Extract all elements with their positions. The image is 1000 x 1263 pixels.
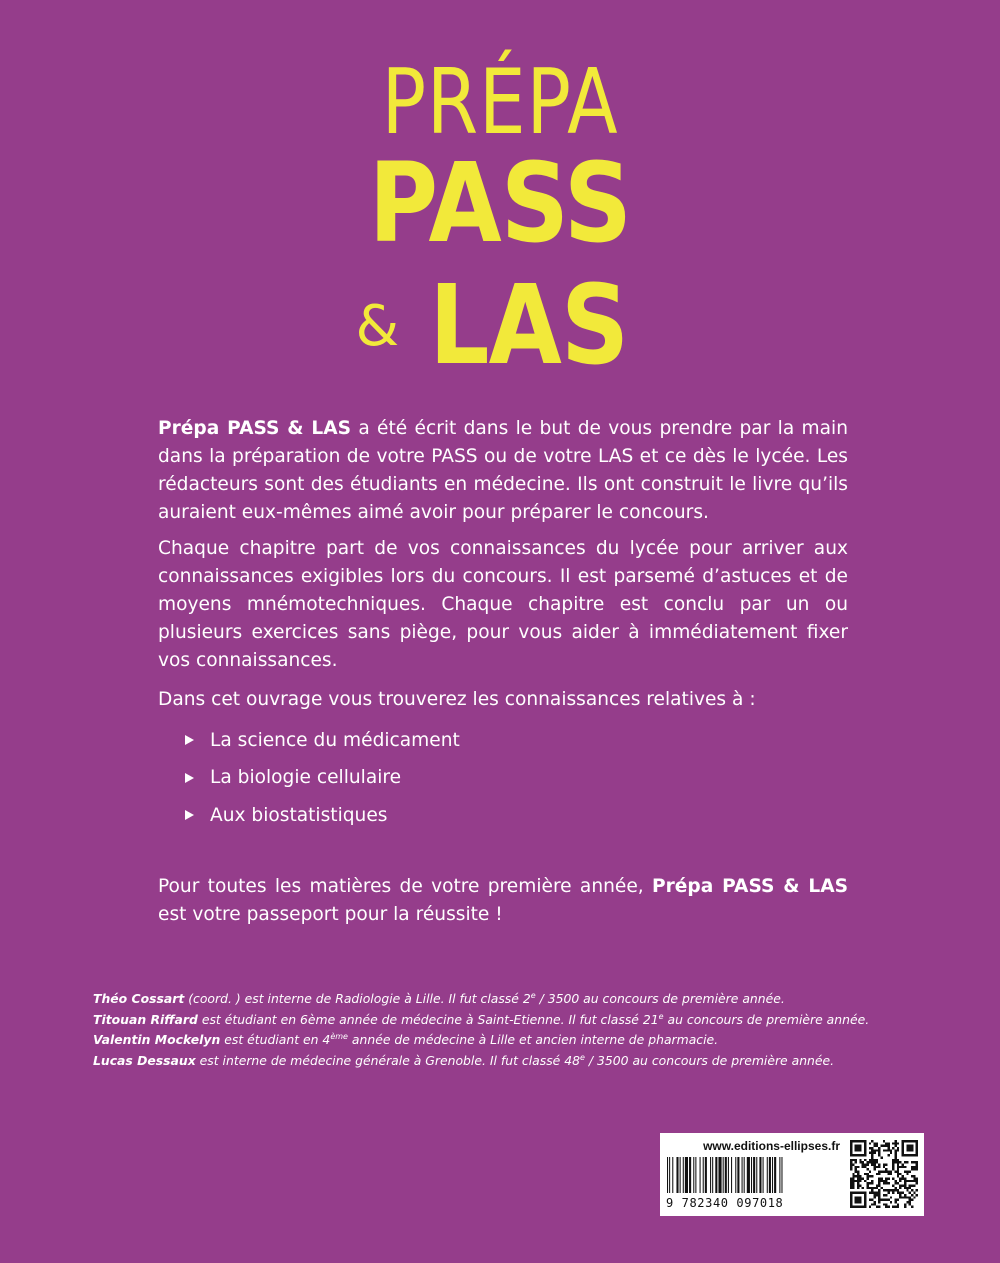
title-las: LAS bbox=[429, 261, 629, 389]
author-bio: est étudiant en 6ème année de médecine à Saint-Etienne. Il fut classé 21 bbox=[197, 1011, 659, 1027]
intro-paragraph bbox=[158, 415, 848, 527]
closing-text-end: est votre passeport pour la réussite ! bbox=[158, 904, 503, 925]
triangle-bullet-icon bbox=[185, 773, 194, 783]
author-bio: (coord. ) est interne de Radiologie à Lille. Il fut classé 2 bbox=[184, 991, 531, 1006]
author-superscript: e bbox=[658, 1011, 664, 1021]
barcode-icon bbox=[667, 1157, 839, 1193]
author-name: Théo Cossart bbox=[93, 991, 185, 1006]
triangle-bullet-icon bbox=[185, 735, 194, 745]
qr-code-icon bbox=[850, 1140, 918, 1208]
title-line-prepa: PRÉPA bbox=[381, 50, 619, 155]
topic-label: La science du médicament bbox=[210, 729, 460, 751]
triangle-bullet-icon bbox=[185, 810, 194, 820]
topics-list bbox=[185, 726, 460, 839]
author-bio-end: au concours de première année. bbox=[663, 1011, 870, 1027]
title-line-pass: PASS bbox=[368, 139, 632, 267]
intro-book-name: Prépa PASS & LAS bbox=[158, 418, 352, 439]
author-superscript: e bbox=[530, 990, 536, 1000]
title-ampersand: & bbox=[355, 294, 400, 359]
author-bio: est interne de médecine générale à Grenoble. Il fut classé 48 bbox=[195, 1052, 580, 1068]
title-line-las bbox=[0, 261, 1000, 389]
author-bio: est étudiant en 4 bbox=[220, 1032, 331, 1047]
barcode-panel bbox=[660, 1133, 924, 1216]
author-bio-end: année de médecine à Lille et ancien interne de pharmacie. bbox=[347, 1032, 719, 1047]
closing-book-name: Prépa PASS & LAS bbox=[652, 876, 848, 897]
list-item bbox=[185, 801, 460, 829]
closing-paragraph bbox=[158, 873, 848, 929]
author-name: Titouan Riffard bbox=[93, 1011, 198, 1027]
author-line bbox=[93, 989, 973, 1010]
author-line bbox=[93, 1010, 973, 1031]
author-name: Lucas Dessaux bbox=[93, 1052, 196, 1068]
author-name: Valentin Mockelyn bbox=[93, 1032, 221, 1047]
chapters-paragraph: Chaque chapitre part de vos connaissances du lycée pour arriver aux connaissances exigibles lors du concours. Il est parsemé d’astuces et de moyens mnémotechniques. Chaque chapitre est conclu par un ou plusieurs exercices sans piège, pour vous aider à immédiatement fixer vos connaissances. bbox=[158, 538, 848, 671]
author-line bbox=[93, 1030, 973, 1051]
intro-text: a été écrit dans le but de vous prendre par la main dans la préparation de votre PASS ou de votre LAS et ce dès le lycée. Les rédacteurs sont des étudiants en médecine. Ils ont construit le livre qu’ils auraient eux-mêmes aimé avoir pour préparer le concours. bbox=[158, 418, 848, 523]
list-item bbox=[185, 726, 460, 754]
closing-text: Pour toutes les matières de votre première année, bbox=[158, 876, 652, 897]
author-superscript: ème bbox=[330, 1031, 348, 1041]
author-superscript: e bbox=[580, 1052, 585, 1062]
topic-label: La biologie cellulaire bbox=[210, 767, 402, 788]
authors-block bbox=[93, 989, 973, 1071]
author-bio-end: / 3500 au concours de première année. bbox=[535, 991, 785, 1006]
topic-label: Aux biostatistiques bbox=[210, 804, 388, 826]
author-line bbox=[93, 1051, 973, 1072]
publisher-url: www.editions-ellipses.fr bbox=[703, 1139, 840, 1153]
contents-intro: Dans cet ouvrage vous trouverez les connaissances relatives à : bbox=[158, 689, 756, 710]
list-item bbox=[185, 764, 460, 792]
author-bio-end: / 3500 au concours de première année. bbox=[584, 1052, 835, 1068]
isbn-number: 9 782340 097018 bbox=[666, 1196, 784, 1210]
